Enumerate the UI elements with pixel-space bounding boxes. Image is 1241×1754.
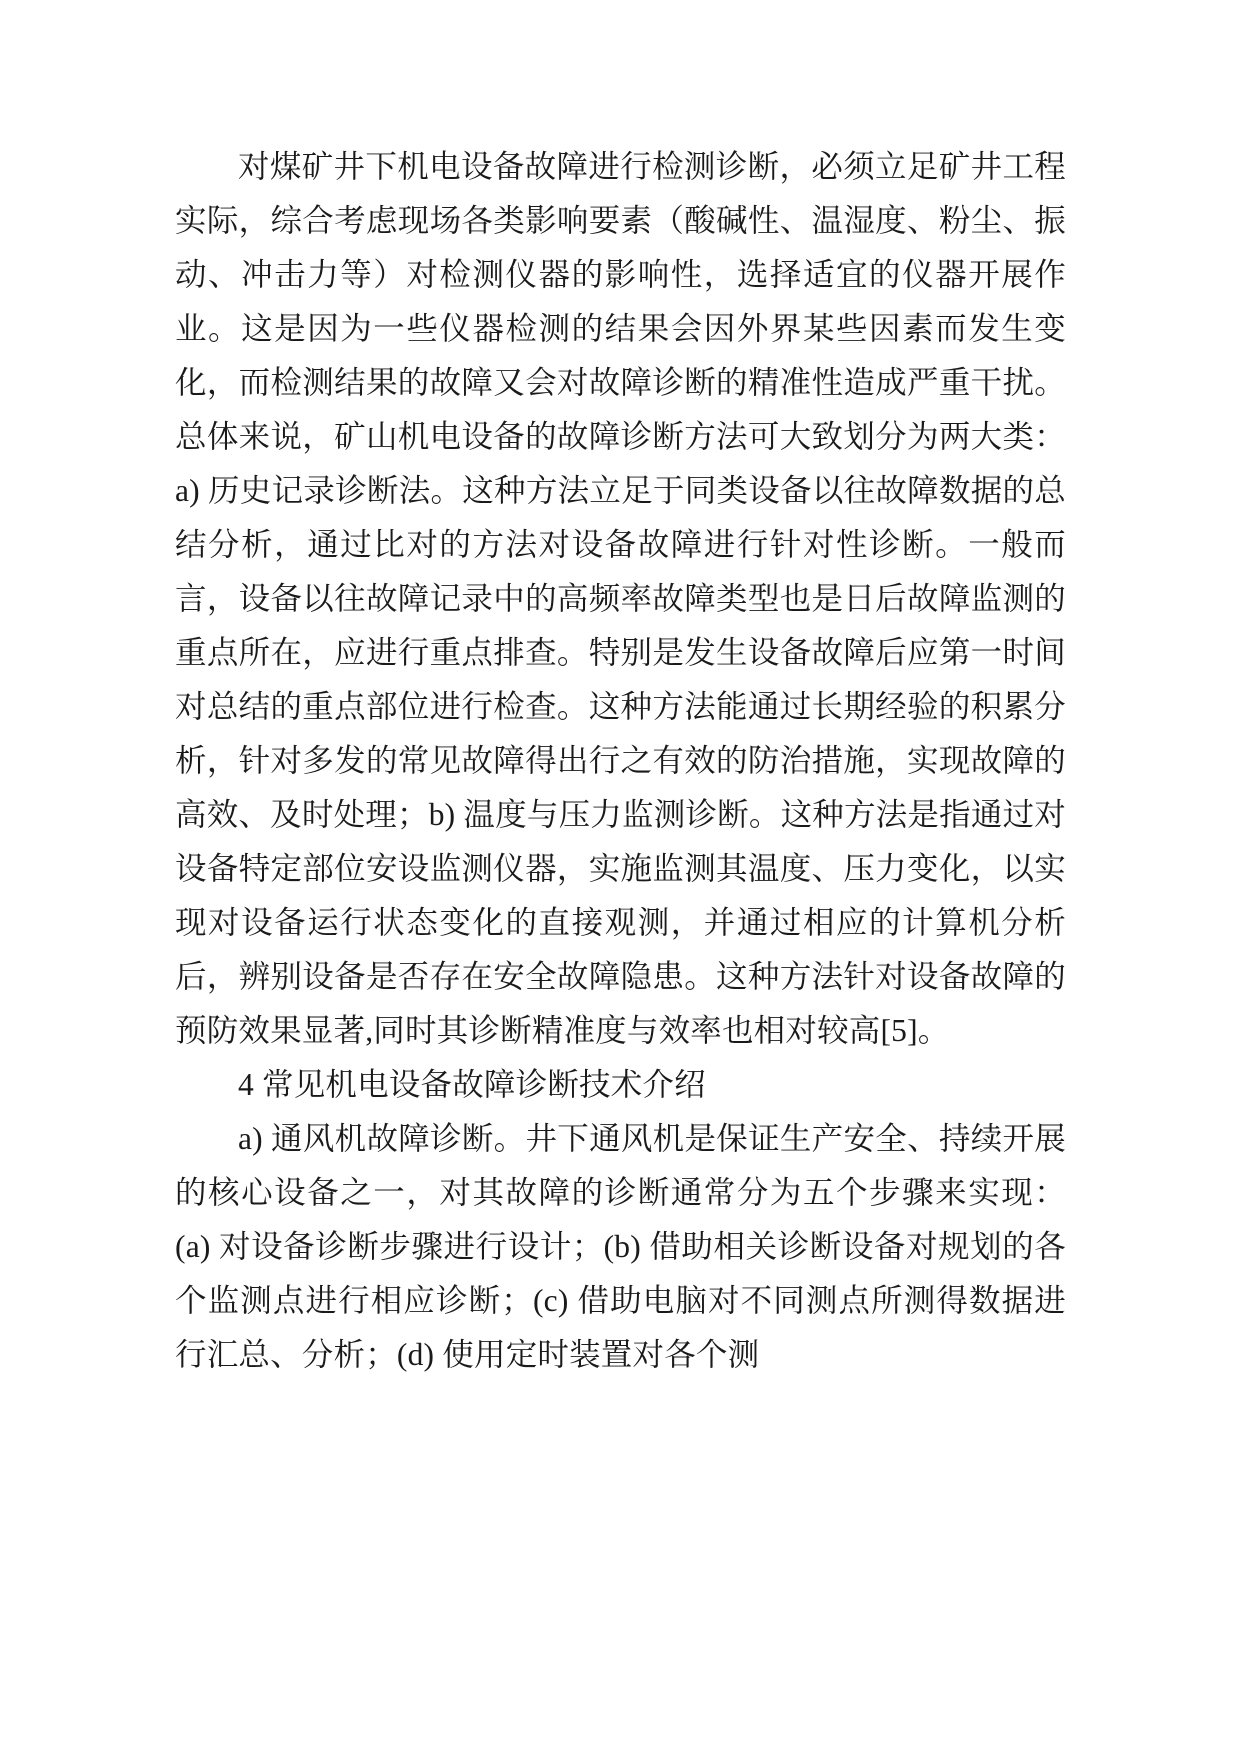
paragraph-fan-diagnosis: a) 通风机故障诊断。井下通风机是保证生产安全、持续开展的核心设备之一，对其故障的诊断通常分为五个步骤来实现：(a) 对设备诊断步骤进行设计；(b) 借助相关诊断设备对规划的各个监测点进行相应诊断；(c) 借助电脑对不同测点所测得数据进行汇总、分析；(d) 使用定时装置对各个测: [175, 1121, 1066, 1372]
paragraph-diagnosis-methods: 对煤矿井下机电设备故障进行检测诊断，必须立足矿井工程实际，综合考虑现场各类影响要素（酸碱性、温湿度、粉尘、振动、冲击力等）对检测仪器的影响性，选择适宜的仪器开展作业。这是因为一些仪器检测的结果会因外界某些因素而发生变化，而检测结果的故障又会对故障诊断的精准性造成严重干扰。总体来说，矿山机电设备的故障诊断方法可大致划分为两大类：a) 历史记录诊断法。这种方法立足于同类设备以往故障数据的总结分析，通过比对的方法对设备故障进行针对性诊断。一般而言，设备以往故障记录中的高频率故障类型也是日后故障监测的重点所在，应进行重点排查。特别是发生设备故障后应第一时间对总结的重点部位进行检查。这种方法能通过长期经验的积累分析，针对多发的常见故障得出行之有效的防治措施，实现故障的高效、及时处理；b) 温度与压力监测诊断。这种方法是指通过对设备特定部位安设监测仪器，实施监测其温度、压力变化，以实现对设备运行状态变化的直接观测，并通过相应的计算机分析后，辨别设备是否存在安全故障隐患。这种方法针对设备故障的预防效果显著,同时其诊断精准度与效率也相对较高[5]。: [175, 149, 1066, 1048]
section-heading-4: 4 常见机电设备故障诊断技术介绍: [238, 1067, 706, 1102]
document-body: [175, 140, 1066, 1382]
